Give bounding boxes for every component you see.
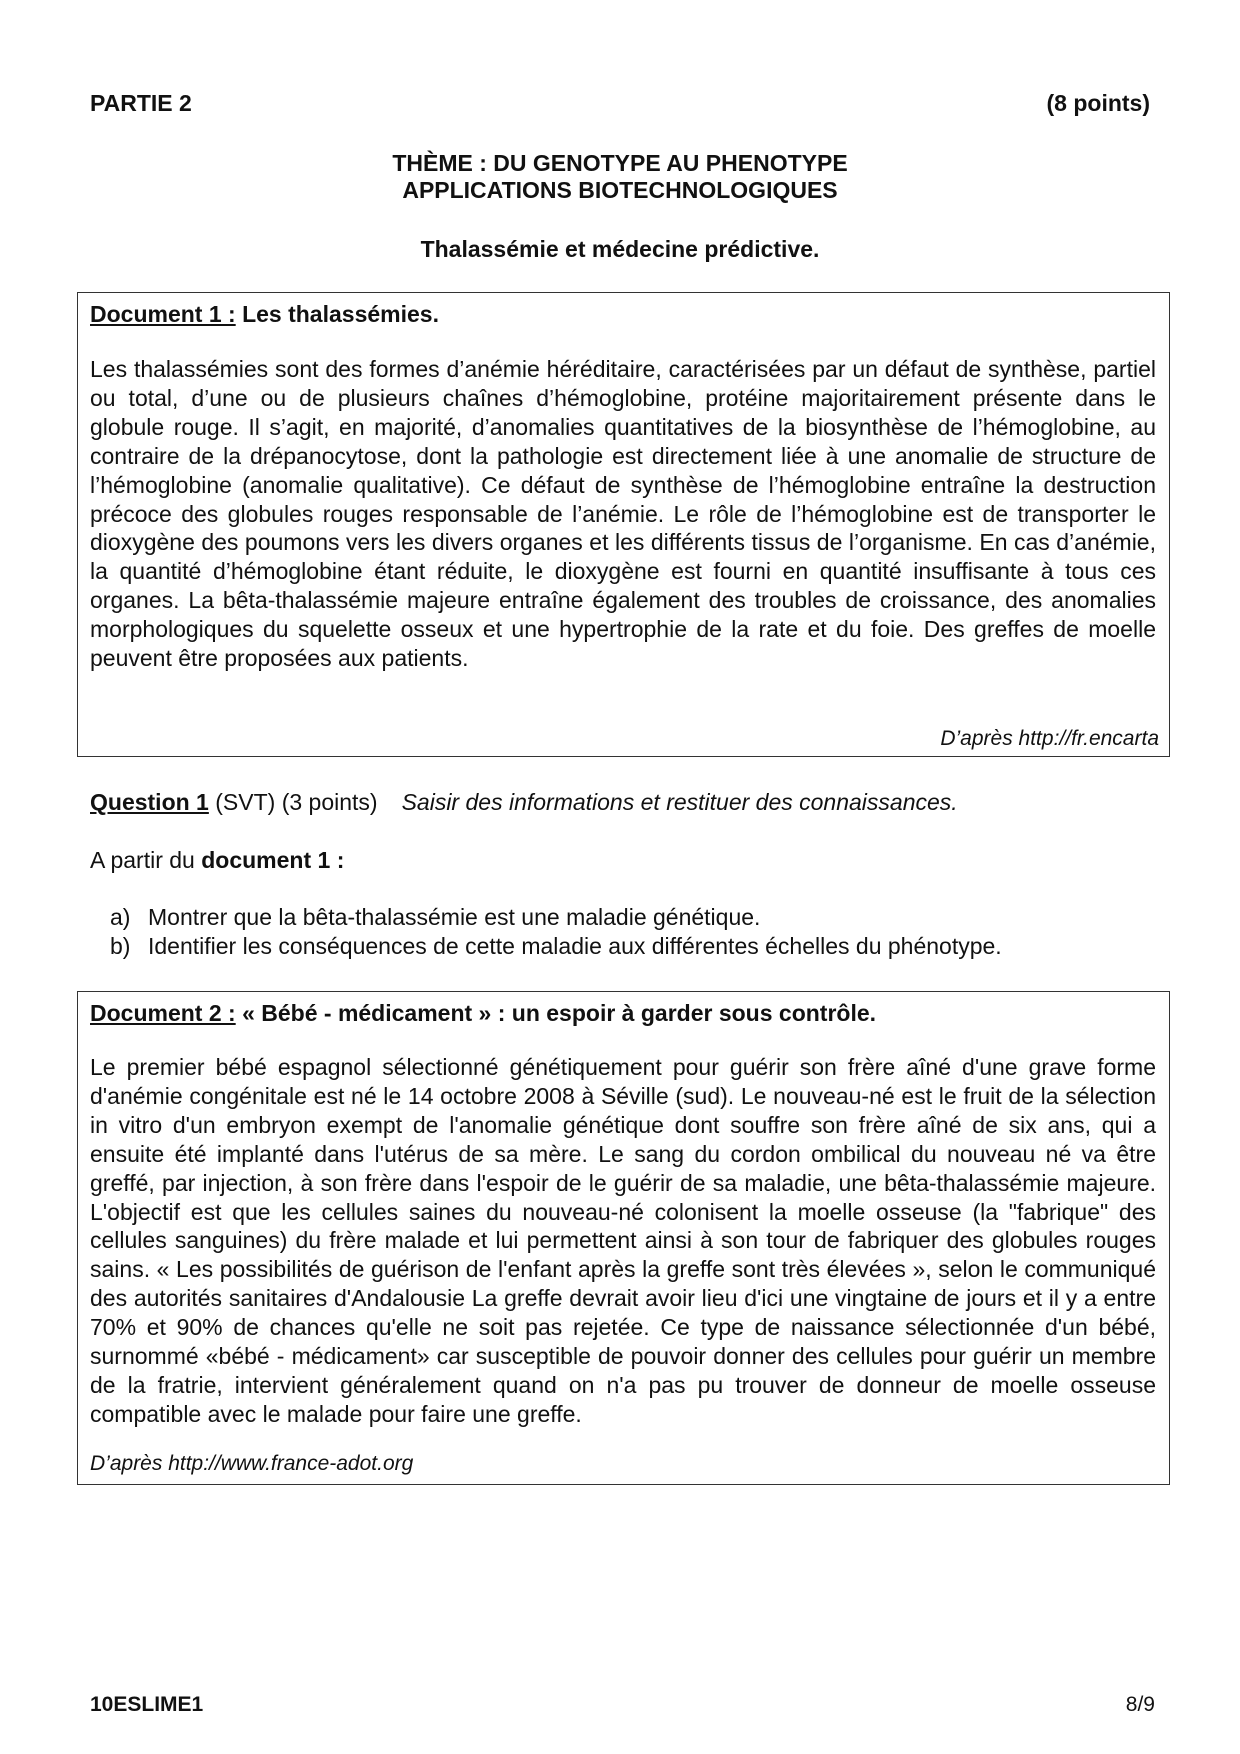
points-label: (8 points) [1046, 90, 1150, 116]
item-letter: b) [110, 933, 131, 959]
item-text: Montrer que la bêta-thalassémie est une maladie génétique. [148, 904, 761, 930]
document-2-text: Le premier bébé espagnol sélectionné génétiquement pour guérir son frère aîné d'une grave forme d'anémie congénitale est né le 14 octobre 2008 à Séville (sud). Le nouveau-né est le fruit de la sélection in vitro d'un embryon exempt de l'anomalie génétique dont souffre son frère aîné de six ans, qui a ensuite été implanté dans l'utérus de sa mère. Le sang du cordon ombilical du nouveau né va être greffé, par injection, à son frère dans l'espoir de le guérir de sa maladie, une bêta-thalassémie majeure. L'objectif est que les cellules saines du nouveau-né colonisent la moelle osseuse (la "fabrique" des cellules sanguines) du frère malade et lui permettent ainsi à son tour de fabriquer des globules rouges sains. « Les possibilités de guérison de l'enfant après la greffe sont très élevées », selon le communiqué des autorités sanitaires d'Andalousie La greffe devrait avoir lieu d'ici une vingtaine de jours et il y a entre 70% et 90% de chances qu'elle ne soit pas rejetée. Ce type de naissance sélectionnée d'un bébé, surnommé «bébé - médicament» car susceptible de pouvoir donner des cellules pour guérir un membre de la fratrie, intervient généralement quand on n'a pas pu trouver de donneur de moelle osseuse compatible avec le malade pour faire une greffe. [90, 1054, 1156, 1427]
question-1-meta: (SVT) (3 points) [208, 789, 378, 815]
part-label: PARTIE 2 [90, 90, 192, 116]
item-letter: a) [110, 904, 131, 930]
question-1-skill: Saisir des informations et restituer des connaissances. [401, 789, 958, 815]
page-number: 8/9 [1125, 1693, 1155, 1716]
document-2-title: « Bébé - médicament » : un espoir à garder sous contrôle. [235, 1000, 877, 1026]
document-2-label: Document 2 : [90, 1000, 236, 1026]
document-2-source: D’après http://www.france-adot.org [90, 1452, 414, 1475]
subject-title: Thalassémie et médecine prédictive. [420, 236, 820, 262]
document-2-box [77, 991, 1170, 1485]
item-text: Identifier les conséquences de cette maladie aux différentes échelles du phénotype. [148, 933, 1002, 959]
question-1-intro [90, 847, 344, 874]
document-1-title: Les thalassémies. [235, 301, 439, 327]
footer-code: 10ESLIME1 [90, 1693, 204, 1716]
document-1-source: D’après http://fr.encarta [940, 727, 1159, 750]
theme-title-line2: APPLICATIONS BIOTECHNOLOGIQUES [402, 177, 838, 203]
question-1-header [90, 789, 958, 816]
document-1-box [77, 292, 1170, 757]
document-1-heading [90, 301, 439, 328]
question-1-label: Question 1 [90, 789, 209, 815]
document-1-label: Document 1 : [90, 301, 236, 327]
intro-document-ref: document 1 : [201, 847, 345, 873]
question-item [110, 933, 1002, 960]
theme-title-line1: THÈME : DU GENOTYPE AU PHENOTYPE [392, 150, 848, 176]
document-1-text: Les thalassémies sont des formes d’anémie héréditaire, caractérisées par un défaut de synthèse, partiel ou total, d’une ou de plusieurs chaînes d’hémoglobine, protéine majoritairement présente dans le globule rouge. Il s’agit, en majorité, d’anomalies quantitatives de la biosynthèse de l’hémoglobine, au contraire de la drépanocytose, dont la pathologie est directement liée à une anomalie de structure de l’hémoglobine (anomalie qualitative). Ce défaut de synthèse de l’hémoglobine entraîne la destruction précoce des globules rouges responsable de l’anémie. Le rôle de l’hémoglobine est de transporter le dioxygène des poumons vers les divers organes et les différents tissus de l’organisme. En cas d’anémie, la quantité d’hémoglobine étant réduite, le dioxygène est fourni en quantité insuffisante à tous ces organes. La bêta-thalassémie majeure entraîne également des troubles de croissance, des anomalies morphologiques du squelette osseux et une hypertrophie de la rate et du foie. Des greffes de moelle peuvent être proposées aux patients. [90, 356, 1156, 672]
intro-prefix: A partir du [90, 847, 202, 873]
document-2-heading [90, 1000, 876, 1027]
question-item [110, 904, 760, 931]
